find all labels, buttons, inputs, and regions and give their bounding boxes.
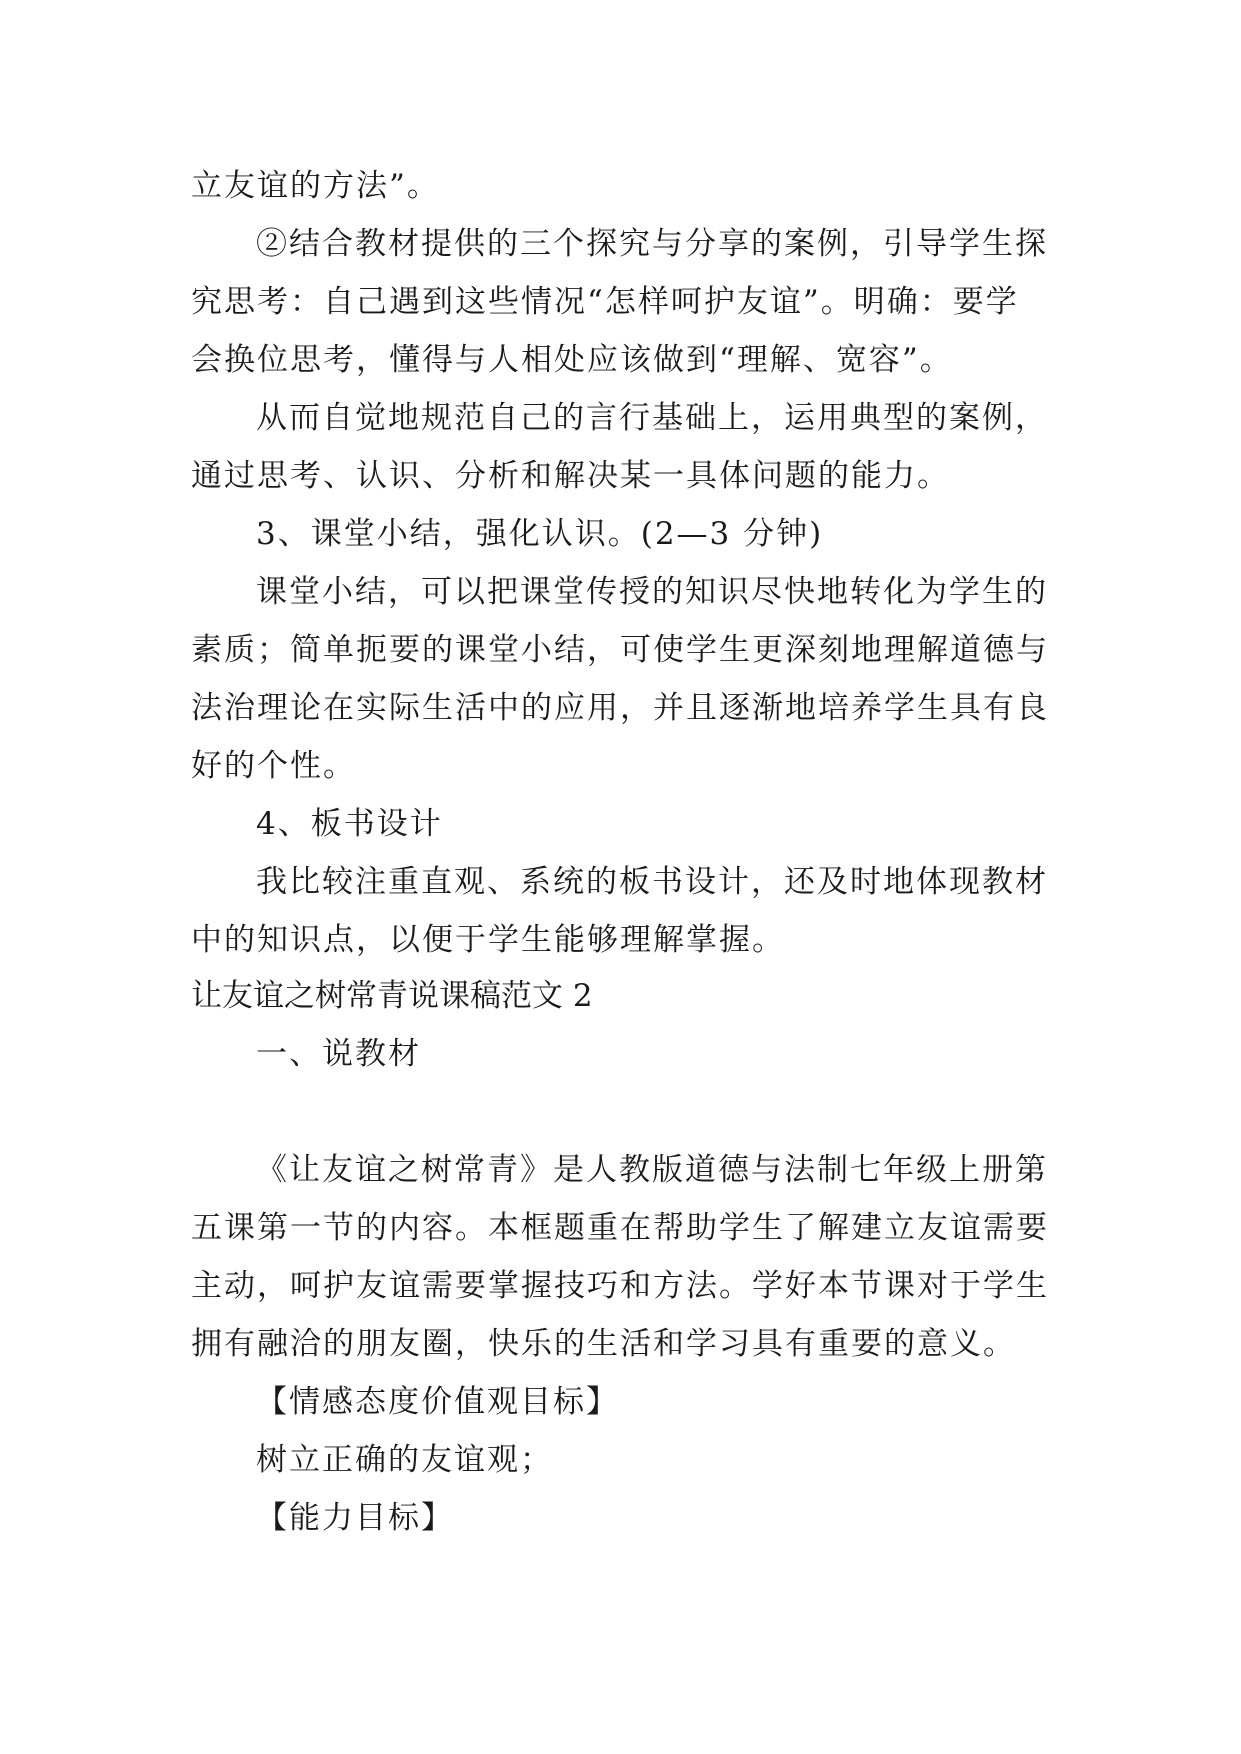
paragraph-line: 课堂小结，可以把课堂传授的知识尽快地转化为学生的 <box>256 574 1048 610</box>
paragraph-line: 五课第一节的内容。本框题重在帮助学生了解建立友谊需要 <box>191 1210 1049 1246</box>
paragraph-line: 《让友谊之树常青》是人教版道德与法制七年级上册第 <box>256 1152 1048 1188</box>
paragraph-line: 主动，呵护友谊需要掌握技巧和方法。学好本节课对于学生 <box>191 1268 1049 1304</box>
section-heading: 4、板书设计 <box>256 806 443 842</box>
paragraph-line: 素质；简单扼要的课堂小结，可使学生更深刻地理解道德与 <box>191 632 1049 668</box>
paragraph-line: 从而自觉地规范自己的言行基础上，运用典型的案例， <box>256 400 1048 436</box>
paragraph-line: 树立正确的友谊观； <box>256 1442 553 1478</box>
paragraph-line: 通过思考、认识、分析和解决某一具体问题的能力。 <box>191 458 950 494</box>
paragraph-line: 法治理论在实际生活中的应用，并且逐渐地培养学生具有良 <box>191 690 1049 726</box>
subsection-heading: 【能力目标】 <box>256 1500 454 1536</box>
section-heading: 3、课堂小结，强化认识。(2—3 分钟) <box>256 516 824 552</box>
paragraph-line: 我比较注重直观、系统的板书设计，还及时地体现教材 <box>256 864 1048 900</box>
paragraph-line: 会换位思考，懂得与人相处应该做到“理解、宽容”。 <box>191 342 953 378</box>
paragraph-line: 中的知识点，以便于学生能够理解掌握。 <box>191 922 785 958</box>
subsection-heading: 【情感态度价值观目标】 <box>256 1384 619 1420</box>
paragraph-line: 究思考：自己遇到这些情况“怎样呵护友谊”。明确：要学 <box>191 284 1019 320</box>
document-title: 让友谊之树常青说课稿范文 2 <box>191 978 593 1014</box>
paragraph-line: 好的个性。 <box>191 748 356 784</box>
paragraph-line: 拥有融洽的朋友圈，快乐的生活和学习具有重要的意义。 <box>191 1326 1016 1362</box>
section-heading: 一、说教材 <box>256 1036 421 1072</box>
paragraph-line: 立友谊的方法”。 <box>191 168 440 204</box>
paragraph-line: ②结合教材提供的三个探究与分享的案例，引导学生探 <box>256 226 1048 262</box>
